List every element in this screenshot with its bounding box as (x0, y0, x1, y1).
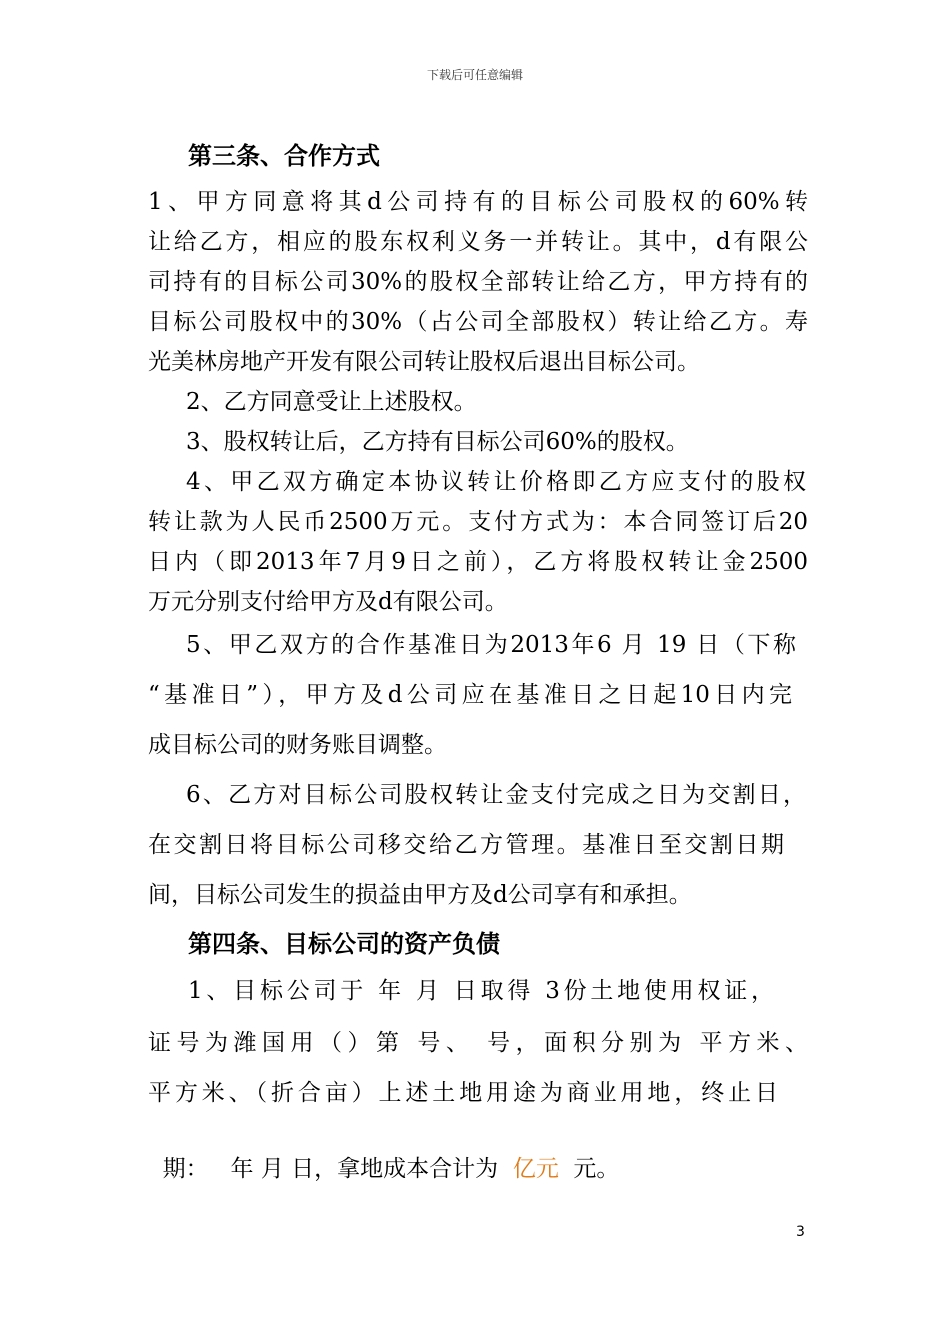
paragraph-line: 转让款为人民币2500万元。支付方式为：本合同签订后20 (148, 509, 808, 535)
paragraph-line: 在交割日将目标公司移交给乙方管理。基准日至交割日期 (148, 832, 784, 858)
paragraph-line: 间，目标公司发生的损益由甲方及d公司享有和承担。 (148, 882, 692, 908)
paragraph-line: 平方米、（折合亩）上述土地用途为商业用地，终止日 (148, 1080, 778, 1106)
last-line-after: 元。 (558, 1156, 620, 1182)
section4-title: 第四条、目标公司的资产负债 (188, 929, 500, 958)
paragraph-line: 光美林房地产开发有限公司转让股权后退出目标公司。 (148, 349, 700, 375)
paragraph-line: 证号为潍国用（）第 号、 号，面积分别为 平方米、 (148, 1030, 808, 1056)
page-number: 3 (796, 1224, 805, 1240)
paragraph-line: 成目标公司的财务账目调整。 (148, 732, 447, 758)
paragraph-line: 让给乙方，相应的股东权利义务一并转让。其中，d有限公 (148, 229, 808, 255)
paragraph-line (148, 1124, 808, 1183)
paragraph-line: 司持有的目标公司30%的股权全部转让给乙方，甲方持有的 (148, 269, 808, 295)
section3-title: 第三条、合作方式 (188, 141, 380, 170)
paragraph-line: 日内（即2013年7月9日之前），乙方将股权转让金2500 (148, 549, 808, 575)
paragraph-line: 6、乙方对目标公司股权转让金支付完成之日为交割日， (186, 782, 806, 808)
paragraph-line: 4、甲乙双方确定本协议转让价格即乙方应支付的股权 (186, 469, 806, 495)
paragraph-line: 万元分别支付给甲方及d有限公司。 (148, 589, 508, 615)
paragraph-line: 1、目标公司于 年 月 日取得 3份土地使用权证， (188, 978, 774, 1004)
paragraph-line: 目标公司股权中的30%（占公司全部股权）转让给乙方。寿 (148, 309, 808, 335)
header-note: 下载后可任意编辑 (426, 68, 523, 82)
paragraph-line: 5、甲乙双方的合作基准日为2013年6 月 19 日（下称 (186, 632, 796, 658)
amount-highlight: 亿元 (512, 1156, 559, 1182)
paragraph-line: 2、乙方同意受让上述股权。 (186, 389, 477, 415)
last-line-before: 期： 年 月 日，拿地成本合计为 (162, 1156, 513, 1182)
paragraph-line: 3、股权转让后，乙方持有目标公司60%的股权。 (186, 429, 689, 455)
paragraph-line: 1、甲方同意将其d公司持有的目标公司股权的60%转 (148, 189, 808, 215)
paragraph-line: “基准日”），甲方及d公司应在基准日之日起10日内完 (148, 682, 792, 708)
